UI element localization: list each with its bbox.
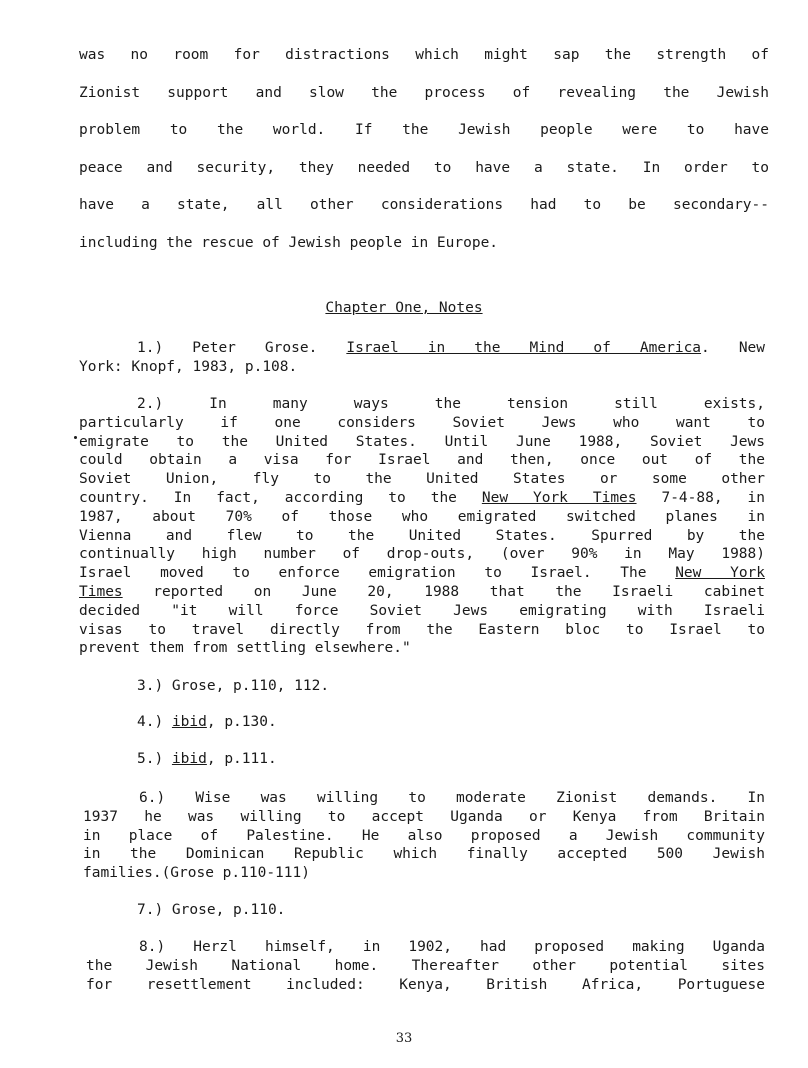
note-5 [137,750,277,769]
note-8-line: 8.) Herzl himself, in 1902, had proposed making Uganda [139,939,765,955]
note-1-author: Peter Grose. [192,340,318,356]
body-line-6: including the rescue of Jewish people in Europe. [79,234,499,251]
note-5-page: , p.111. [206,751,277,767]
note-2-text: 7-4-88, in [661,489,765,506]
note-2-line: visas to travel directly from the Eastern bloc to Israel to [79,621,765,638]
note-1-line-2: York: Knopf, 1983, p.108. [79,358,298,375]
body-line-4: peace and security, they needed to have a state. In order to [79,159,769,176]
body-paragraph [79,37,769,263]
note-7 [137,901,285,920]
note-8-line: the Jewish National home. Thereafter other potential sites [86,957,765,974]
note-5-line [137,750,277,769]
note-4-number: 4.) [137,714,164,730]
note-2-line [79,583,765,602]
note-1 [79,339,765,377]
note-7-line: 7.) Grose, p.110. [137,902,286,918]
note-5-number: 5.) [137,751,164,767]
note-4 [137,713,277,732]
body-line-1: was no room for distractions which might sap the strength of [79,47,769,63]
note-3 [137,677,329,696]
note-2-line: continually high number of drop-outs, (over 90% in May 1988) [79,546,765,563]
note-6-line: 6.) Wise was willing to moderate Zionist demands. In [139,790,765,806]
note-2-line [79,564,765,583]
stray-mark [74,436,77,439]
note-1-line-1 [79,339,765,358]
note-6-line: 1937 he was willing to accept Uganda or Kenya from Britain [83,808,765,825]
note-6-line: families.(Grose p.110-111) [83,865,310,882]
note-1-book-title: Israel in the Mind of America [346,340,702,356]
note-6 [83,789,765,883]
note-8 [86,938,765,994]
note-2-line: particularly if one considers Soviet Jews who want to [79,414,765,431]
ibid-reference: ibid [171,714,207,730]
note-2-line: Soviet Union, fly to the United States or some other [79,471,765,488]
newspaper-title: New York Times [481,489,637,506]
notes-heading: Chapter One, Notes [325,300,483,316]
note-2 [79,395,765,658]
note-2-line: prevent them from settling elsewhere." [79,640,411,657]
note-2-text: country. In fact, according to the [79,489,457,506]
note-2-line: emigrate to the United States. Until June 1988, Soviet Jews [79,433,765,450]
body-line-5: have a state, all other considerations had to be secondary-- [79,197,769,214]
note-2-line: Vienna and flew to the United States. Spurred by the [79,527,765,544]
note-2-line: decided "it will force Soviet Jews emigrating with Israeli [79,602,765,619]
body-line-2: Zionist support and slow the process of revealing the Jewish [79,84,769,101]
note-1-place: New [738,340,766,356]
note-3-line: 3.) Grose, p.110, 112. [137,678,330,694]
body-line-3: problem to the world. If the Jewish people were to have [79,122,769,139]
newspaper-title: New York [675,565,766,582]
note-2-text: Israel moved to enforce emigration to Israel. The [79,565,647,582]
newspaper-title: Times [79,583,123,600]
note-1-number: 1.) [137,340,164,356]
note-6-line: in place of Palestine. He also proposed a Jewish community [83,827,765,844]
note-2-line: could obtain a visa for Israel and then, once out of the [79,452,765,469]
page-number: 33 [395,1031,413,1046]
note-2-text: reported on June 20, 1988 that the Israeli cabinet [153,583,765,600]
note-1-after-title: . [701,340,710,356]
note-4-page: , p.130. [206,714,277,730]
note-4-line [137,713,277,732]
note-6-line: in the Dominican Republic which finally accepted 500 Jewish [83,846,765,863]
note-2-line: 1987, about 70% of those who emigrated switched planes in [79,508,765,525]
note-8-line: for resettlement included: Kenya, British Africa, Portuguese [86,976,765,993]
ibid-reference: ibid [171,751,207,767]
note-2-line [79,489,765,508]
note-2-line: 2.) In many ways the tension still exists, [137,396,765,412]
